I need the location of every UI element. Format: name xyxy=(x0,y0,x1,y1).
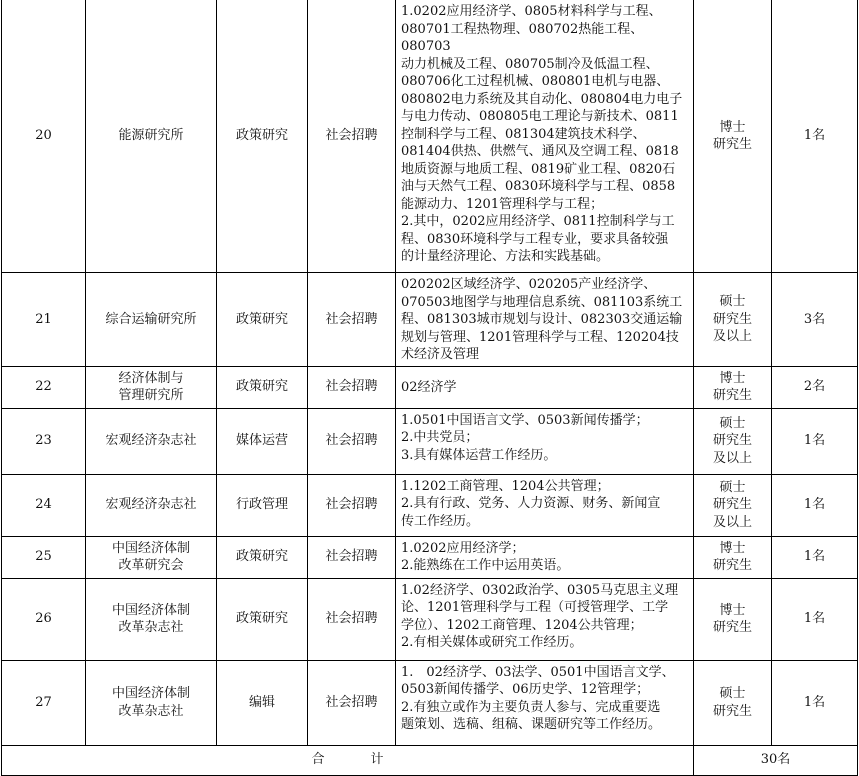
requirement-line: 程、081303城市规划与设计、082303交通运输 xyxy=(401,312,683,327)
education-cell xyxy=(694,578,772,660)
recruit-type-cell: 社会招聘 xyxy=(308,273,396,367)
unit-cell xyxy=(86,536,217,578)
education-line: 及以上 xyxy=(712,514,752,530)
requirements-cell xyxy=(396,536,694,578)
recruit-type-cell: 社会招聘 xyxy=(308,0,396,273)
requirement-line: 地质资源与地质工程、0819矿业工程、0820石 xyxy=(401,161,676,177)
unit-cell xyxy=(86,474,217,536)
requirement-line: 程、0830环境科学与工程专业，要求具备较强 xyxy=(401,231,669,247)
education-line: 研究生 xyxy=(712,620,752,635)
education-line: 研究生 xyxy=(712,433,752,449)
requirement-line: 080706化工过程机械、080801电机与电器、 xyxy=(401,74,670,89)
unit-cell xyxy=(86,273,217,367)
row-number-cell: 22 xyxy=(2,366,86,408)
table-row xyxy=(2,0,858,273)
education-line: 研究生 xyxy=(712,703,752,719)
requirement-line: 1.0501中国语言文学、0503新闻传播学； xyxy=(401,412,649,428)
table-row xyxy=(2,273,858,367)
position-cell: 政策研究 xyxy=(217,578,308,660)
education-line: 博士 xyxy=(719,540,746,556)
position-cell: 政策研究 xyxy=(217,536,308,578)
headcount-cell: 1名 xyxy=(772,408,858,474)
unit-name-line: 中国经济体制 xyxy=(111,540,190,556)
recruit-type-cell: 社会招聘 xyxy=(308,366,396,408)
requirement-line: 02经济学 xyxy=(401,379,457,395)
requirement-line: 题策划、选稿、组稿、课题研究等工作经历。 xyxy=(401,717,662,732)
education-line: 博士 xyxy=(719,119,746,135)
unit-name-line: 宏观经济杂志社 xyxy=(105,497,197,513)
table-row xyxy=(2,578,858,660)
requirement-line: 动力机械及工程、080705制冷及低温工程、 xyxy=(401,56,659,72)
requirement-line: 传工作经历。 xyxy=(401,513,480,529)
recruit-type-cell: 社会招聘 xyxy=(308,660,396,745)
education-line: 及以上 xyxy=(712,450,752,466)
requirement-line: 080701工程热物理、080702热能工程、080703 xyxy=(401,21,644,54)
requirement-line: 的计量经济理论、方法和实践基础。 xyxy=(401,249,610,264)
total-row xyxy=(2,745,858,775)
unit-name-line: 改革杂志社 xyxy=(118,620,184,635)
requirement-line: 控制科学与工程、081304建筑技术科学、 xyxy=(401,126,646,142)
row-number-cell: 27 xyxy=(2,660,86,745)
requirements-cell xyxy=(396,474,694,536)
education-cell xyxy=(694,660,772,745)
unit-cell xyxy=(86,366,217,408)
unit-name-line: 改革杂志社 xyxy=(118,703,184,719)
row-number-cell: 25 xyxy=(2,536,86,578)
position-cell: 政策研究 xyxy=(217,273,308,367)
recruitment-table xyxy=(1,0,858,776)
education-line: 硕士 xyxy=(719,686,746,701)
table-row xyxy=(2,366,858,408)
education-cell xyxy=(694,474,772,536)
requirement-line: 术经济及管理 xyxy=(401,347,480,362)
position-cell: 政策研究 xyxy=(217,0,308,273)
requirement-line: 1.0202应用经济学、0805材料科学与工程、 xyxy=(401,4,662,19)
education-line: 博士 xyxy=(719,602,746,618)
table-body xyxy=(2,0,858,775)
unit-cell xyxy=(86,660,217,745)
unit-cell xyxy=(86,408,217,474)
headcount-cell: 1名 xyxy=(772,0,858,273)
headcount-cell: 2名 xyxy=(772,366,858,408)
unit-name-line: 宏观经济杂志社 xyxy=(105,433,197,449)
education-line: 研究生 xyxy=(712,311,752,327)
headcount-cell: 1名 xyxy=(772,578,858,660)
requirement-line: 学位）、1202工商管理、1204公共管理； xyxy=(401,617,643,633)
education-line: 研究生 xyxy=(712,137,752,152)
education-cell xyxy=(694,408,772,474)
education-cell xyxy=(694,536,772,578)
unit-name-line: 综合运输研究所 xyxy=(105,311,197,327)
total-label-cell xyxy=(2,745,694,775)
position-cell: 编辑 xyxy=(217,660,308,745)
position-cell: 政策研究 xyxy=(217,366,308,408)
education-line: 硕士 xyxy=(719,479,746,495)
unit-cell xyxy=(86,0,217,273)
position-cell: 媒体运营 xyxy=(217,408,308,474)
unit-name-line: 改革研究会 xyxy=(118,558,184,573)
education-cell xyxy=(694,273,772,367)
requirements-cell xyxy=(396,408,694,474)
requirement-line: 070503地图学与地理信息系统、081103系统工 xyxy=(401,294,683,310)
requirement-line: 规划与管理、1201管理科学与工程、120204技 xyxy=(401,329,679,345)
education-line: 及以上 xyxy=(712,329,752,344)
requirement-line: 020202区域经济学、020205产业经济学、 xyxy=(401,277,657,292)
unit-name-line: 经济体制与 xyxy=(118,370,184,386)
requirement-line: 0503新闻传播学、06历史学、12管理学； xyxy=(401,682,650,697)
requirement-line: 论、1201管理科学与工程（可授管理学、工学 xyxy=(401,600,669,615)
table-row xyxy=(2,474,858,536)
headcount-cell: 1名 xyxy=(772,474,858,536)
education-line: 研究生 xyxy=(712,558,752,573)
unit-name-line: 能源研究所 xyxy=(118,128,184,144)
requirement-line: 1.1202工商管理、1204公共管理； xyxy=(401,478,610,494)
education-line: 博士 xyxy=(719,370,746,386)
row-number-cell: 26 xyxy=(2,578,86,660)
total-label-ji: 计 xyxy=(370,752,384,768)
position-cell: 行政管理 xyxy=(217,474,308,536)
requirement-line: 1.0202应用经济学； xyxy=(401,540,525,556)
requirement-line: 081404供热、供燃气、通风及空调工程、0818 xyxy=(401,144,679,159)
requirements-cell xyxy=(396,578,694,660)
requirement-line: 080802电力系统及其自动化、080804电力电子 xyxy=(401,91,683,107)
row-number-cell: 23 xyxy=(2,408,86,474)
unit-cell xyxy=(86,578,217,660)
education-line: 研究生 xyxy=(712,388,752,403)
row-number-cell: 20 xyxy=(2,0,86,273)
unit-name-line: 中国经济体制 xyxy=(111,686,190,701)
education-line: 硕士 xyxy=(719,415,746,431)
education-cell xyxy=(694,366,772,408)
education-cell xyxy=(694,0,772,273)
education-line: 硕士 xyxy=(719,294,746,309)
headcount-cell: 1名 xyxy=(772,536,858,578)
row-number-cell: 24 xyxy=(2,474,86,536)
recruit-type-cell: 社会招聘 xyxy=(308,408,396,474)
requirement-line: 油与天然气工程、0830环境科学与工程、0858 xyxy=(401,179,676,194)
requirement-line: 2.能熟练在工作中运用英语。 xyxy=(401,558,570,573)
recruit-type-cell: 社会招聘 xyxy=(308,474,396,536)
requirement-line: 1. 02经济学、03法学、0501中国语言文学、 xyxy=(401,664,675,680)
headcount-cell: 3名 xyxy=(772,273,858,367)
table-row xyxy=(2,660,858,745)
requirement-line: 3.具有媒体运营工作经历。 xyxy=(401,447,557,463)
requirements-cell xyxy=(396,273,694,367)
table-row xyxy=(2,408,858,474)
education-line: 研究生 xyxy=(712,497,752,513)
requirement-line: 与电力传动、080805电工理论与新技术、0811 xyxy=(401,109,679,124)
requirement-line: 2.有相关媒体或研究工作经历。 xyxy=(401,635,583,650)
requirement-line: 能源动力、1201管理科学与工程； xyxy=(401,196,604,212)
total-count-cell: 30名 xyxy=(694,745,858,775)
recruit-type-cell: 社会招聘 xyxy=(308,536,396,578)
total-label-he: 合 xyxy=(311,752,325,768)
requirement-line: 2.其中，0202应用经济学、0811控制科学与工 xyxy=(401,214,675,229)
requirement-line: 2.中共党员； xyxy=(401,430,479,445)
requirement-line: 2.有独立或作为主要负责人参与、完成重要选 xyxy=(401,699,661,715)
requirements-cell xyxy=(396,660,694,745)
requirements-cell xyxy=(396,0,694,273)
requirement-line: 2.具有行政、党务、人力资源、财务、新闻宣 xyxy=(401,496,661,511)
row-number-cell: 21 xyxy=(2,273,86,367)
unit-name-line: 中国经济体制 xyxy=(111,602,190,618)
requirement-line: 1.02经济学、0302政治学、0305马克思主义理 xyxy=(401,582,679,598)
unit-name-line: 管理研究所 xyxy=(118,388,184,403)
headcount-cell: 1名 xyxy=(772,660,858,745)
table-row xyxy=(2,536,858,578)
recruit-type-cell: 社会招聘 xyxy=(308,578,396,660)
requirements-cell xyxy=(396,366,694,408)
